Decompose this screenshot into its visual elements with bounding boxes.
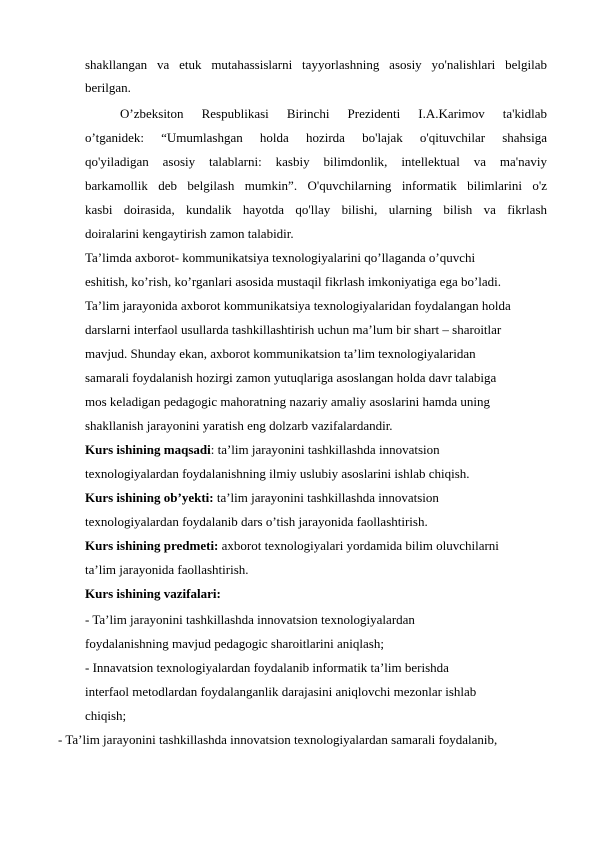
task-item: - Ta’lim jarayonini tashkillashda innovatsion texnologiyalardan <box>85 612 415 627</box>
course-subject-label: Kurs ishining predmeti: <box>85 538 219 553</box>
course-goal-text: : ta’lim jarayonini tashkillashda innovatsion <box>210 442 440 457</box>
paragraph-line: darslarni interfaol usullarda tashkillashtirish uchun ma’lum bir shart – sharoitlar <box>85 322 502 337</box>
paragraph-line: berilgan. <box>85 80 131 95</box>
course-subject <box>85 538 499 554</box>
paragraph-line: barkamollik deb belgilash mumkin”. O'quvchilarning informatik bilimlarini o'z <box>85 178 547 193</box>
paragraph-line: doiralarini kengaytirish zamon talabidir. <box>85 226 294 241</box>
task-item: - Innavatsion texnologiyalardan foydalanib informatik ta’lim berishda <box>85 660 449 675</box>
paragraph-line: Ta’lim jarayonida axborot kommunikatsiya texnologiyalaridan foydalangan holda <box>85 298 511 313</box>
course-object <box>85 490 439 506</box>
paragraph-line: Ta’limda axborot- kommunikatsiya texnologiyalarini qo’llaganda o’quvchi <box>85 250 476 265</box>
paragraph-line: shakllangan va etuk mutahassislarni tayyorlashning asosiy yo'nalishlari belgilab <box>85 57 547 72</box>
course-object-text: ta’lim jarayonini tashkillashda innovatsion <box>213 490 439 505</box>
course-goal <box>85 442 440 458</box>
paragraph-line: texnologiyalardan foydalanib dars o’tish jarayonida faollashtirish. <box>85 514 428 529</box>
task-item: - Ta’lim jarayonini tashkillashda innovatsion texnologiyalardan samarali foydalanib, <box>58 732 498 747</box>
paragraph-line: shakllanish jarayonini yaratish eng dolzarb vazifalardandir. <box>85 418 393 433</box>
course-goal-label: Kurs ishining maqsadi <box>85 442 211 457</box>
tasks-heading: Kurs ishining vazifalari: <box>85 586 221 601</box>
paragraph-line: eshitish, ko’rish, ko’rganlari asosida mustaqil fikrlash imkoniyatiga ega bo’ladi. <box>85 274 502 289</box>
course-subject-text: axborot texnologiyalari yordamida bilim oluvchilarni <box>218 538 499 553</box>
paragraph-line: samarali foydalanish hozirgi zamon yutuqlariga asoslangan holda davr talabiga <box>85 370 497 385</box>
paragraph-line: mavjud. Shunday ekan, axborot kommunikatsion ta’lim texnologiyalaridan <box>85 346 476 361</box>
paragraph-line: o’tganidek: “Umumlashgan holda hozirda bo'lajak o'qituvchilar shahsiga <box>85 130 547 145</box>
task-item-line: interfaol metodlardan foydalanganlik darajasini aniqlovchi mezonlar ishlab <box>85 684 477 699</box>
paragraph-line: qo'yiladigan asosiy talablarni: kasbiy bilimdonlik, intellektual va ma'naviy <box>85 154 547 169</box>
task-item-line: foydalanishning mavjud pedagogic sharoitlarini aniqlash; <box>85 636 384 651</box>
paragraph-line: ta’lim jarayonida faollashtirish. <box>85 562 249 577</box>
course-object-label: Kurs ishining ob’yekti: <box>85 490 214 505</box>
paragraph-line: O’zbeksiton Respublikasi Birinchi Prezidenti I.A.Karimov ta'kidlab <box>120 106 547 121</box>
task-item-line: chiqish; <box>85 708 127 723</box>
paragraph-line: mos keladigan pedagogic mahoratning nazariy amaliy asoslarini hamda uning <box>85 394 491 409</box>
paragraph-line: kasbi doirasida, kundalik hayotda qo'llay bilishi, ularning bilish va fikrlash <box>85 202 547 217</box>
paragraph-line: texnologiyalardan foydalanishning ilmiy uslubiy asoslarini ishlab chiqish. <box>85 466 470 481</box>
